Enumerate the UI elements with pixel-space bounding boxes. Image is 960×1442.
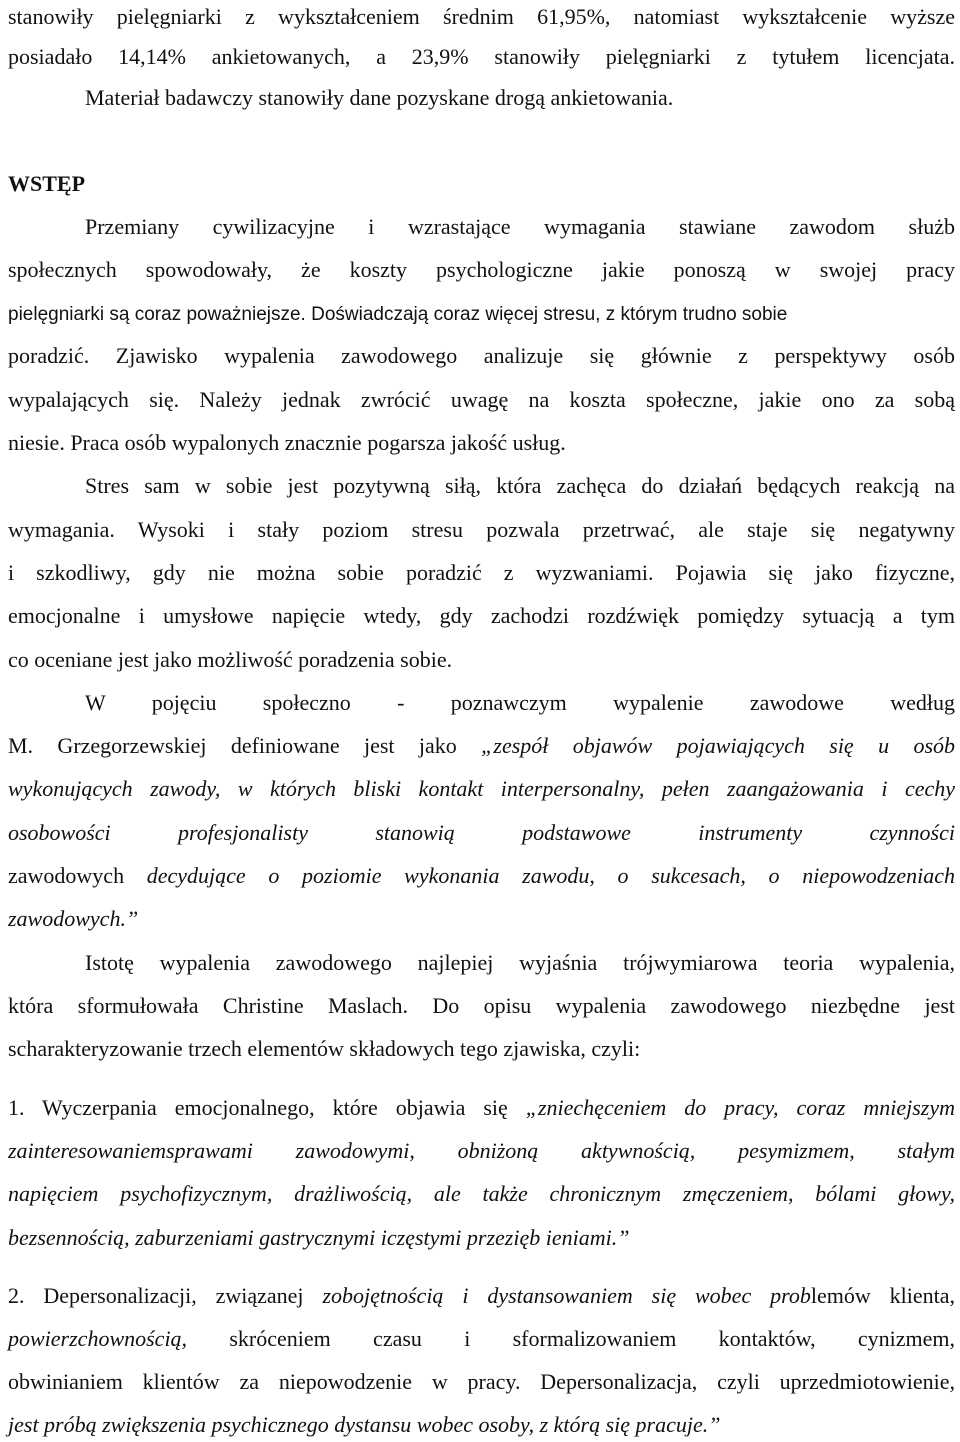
- p3-line-5a: zawodowych: [8, 863, 147, 888]
- item2-line-2b: skróceniem czasu i sformalizowaniem kontaktów, cynizmem,: [187, 1326, 955, 1351]
- p1-line-4: poradzić. Zjawisko wypalenia zawodowego analizuje się głównie z perspektywy osób: [8, 343, 955, 368]
- item2-line-2: [8, 1323, 955, 1355]
- item2-line-4: jest próbą zwiększenia psychicznego dystansu wobec osoby, z którą się pracuje.”: [8, 1412, 721, 1437]
- item1-line-1b: „zniechęceniem do pracy, coraz mniejszym: [525, 1095, 955, 1120]
- item2-line-2a: powierzchownością,: [8, 1326, 188, 1351]
- p2-line-4: emocjonalne i umysłowe napięcie wtedy, gdy zachodzi rozdźwięk pomiędzy sytuacją a tym: [8, 603, 955, 628]
- p2-line-1: Stres sam w sobie jest pozytywną siłą, która zachęca do działań będących reakcją na: [85, 473, 955, 498]
- p4-line-2: która sformułowała Christine Maslach. Do opisu wypalenia zawodowego niezbędne jest: [8, 993, 955, 1018]
- p4-line-3: scharakteryzowanie trzech elementów składowych tego zjawiska, czyli:: [8, 1036, 641, 1061]
- p2-line-2: wymagania. Wysoki i stały poziom stresu pozwala przetrwać, ale staje się negatywny: [8, 517, 955, 542]
- p1-line-6: niesie. Praca osób wypalonych znacznie pogarsza jakość usług.: [8, 430, 566, 455]
- p3-line-2: [8, 730, 955, 762]
- p3-line-3: wykonujących zawody, w których bliski kontakt interpersonalny, pełen zaangażowania i cechy: [8, 776, 955, 801]
- p3-line-2b: „zespół objawów pojawiających się u osób: [481, 733, 956, 758]
- p3-line-5b: decydujące o poziomie wykonania zawodu, o sukcesach, o niepowodzeniach: [146, 863, 955, 888]
- intro-line-3: Materiał badawczy stanowiły dane pozyskane drogą ankietowania.: [85, 85, 674, 110]
- item1-line-1a: 1. Wyczerpania emocjonalnego, które objawia się: [8, 1095, 526, 1120]
- intro-line-1: stanowiły pielęgniarki z wykształceniem średnim 61,95%, natomiast wykształcenie wyższe: [8, 4, 955, 29]
- p1-line-2: społecznych spowodowały, że koszty psychologiczne jakie ponoszą w swojej pracy: [8, 257, 955, 282]
- item1-line-3: napięciem psychofizycznym, drażliwością, ale także chronicznym zmęczeniem, bólami głowy,: [8, 1181, 955, 1206]
- p3-line-4: osobowości profesjonalisty stanowią podstawowe instrumenty czynności: [8, 820, 955, 845]
- item2-line-1a: 2. Depersonalizacji, związanej: [8, 1283, 323, 1308]
- p4-line-1: Istotę wypalenia zawodowego najlepiej wyjaśnia trójwymiarowa teoria wypalenia,: [85, 950, 955, 975]
- p1-line-3a: pielęgniarki są coraz poważniejsze.: [8, 304, 306, 325]
- p2-line-3: i szkodliwy, gdy nie można sobie poradzić z wyzwaniami. Pojawia się jako fizyczne,: [8, 560, 955, 585]
- item1-line-4: bezsennością, zaburzeniami gastrycznymi iczęstymi przezięb ieniami.”: [8, 1225, 630, 1250]
- item2-line-1: [8, 1280, 955, 1312]
- item2-line-1c: lemów klienta,: [810, 1283, 955, 1308]
- item1-line-1: [8, 1092, 955, 1124]
- item2-line-1b: zobojętnością i dystansowaniem się wobec prob: [322, 1283, 811, 1308]
- p1-line-3b: Doświadczają coraz więcej stresu, z którym trudno sobie: [305, 304, 788, 325]
- p3-line-6: zawodowych.”: [8, 906, 139, 931]
- p3-line-2a: M. Grzegorzewskiej definiowane jest jako: [8, 733, 482, 758]
- section-heading: WSTĘP: [8, 171, 86, 196]
- p1-line-3: [8, 297, 955, 329]
- p3-line-5: [8, 860, 955, 892]
- p1-line-1: Przemiany cywilizacyjne i wzrastające wymagania stawiane zawodom służb: [85, 214, 955, 239]
- p2-line-5: co oceniane jest jako możliwość poradzenia sobie.: [8, 647, 453, 672]
- p3-line-1: W pojęciu społeczno - poznawczym wypalenie zawodowe według: [85, 690, 955, 715]
- p1-line-5: wypalających się. Należy jednak zwrócić uwagę na koszta społeczne, jakie ono za sobą: [8, 387, 955, 412]
- intro-line-2: posiadało 14,14% ankietowanych, a 23,9% stanowiły pielęgniarki z tytułem licencjata.: [8, 44, 955, 69]
- item2-line-3: obwinianiem klientów za niepowodzenie w pracy. Depersonalizacja, czyli uprzedmiotowienie,: [8, 1369, 955, 1394]
- item1-line-2: zainteresowaniemsprawami zawodowymi, obniżoną aktywnością, pesymizmem, stałym: [8, 1138, 955, 1163]
